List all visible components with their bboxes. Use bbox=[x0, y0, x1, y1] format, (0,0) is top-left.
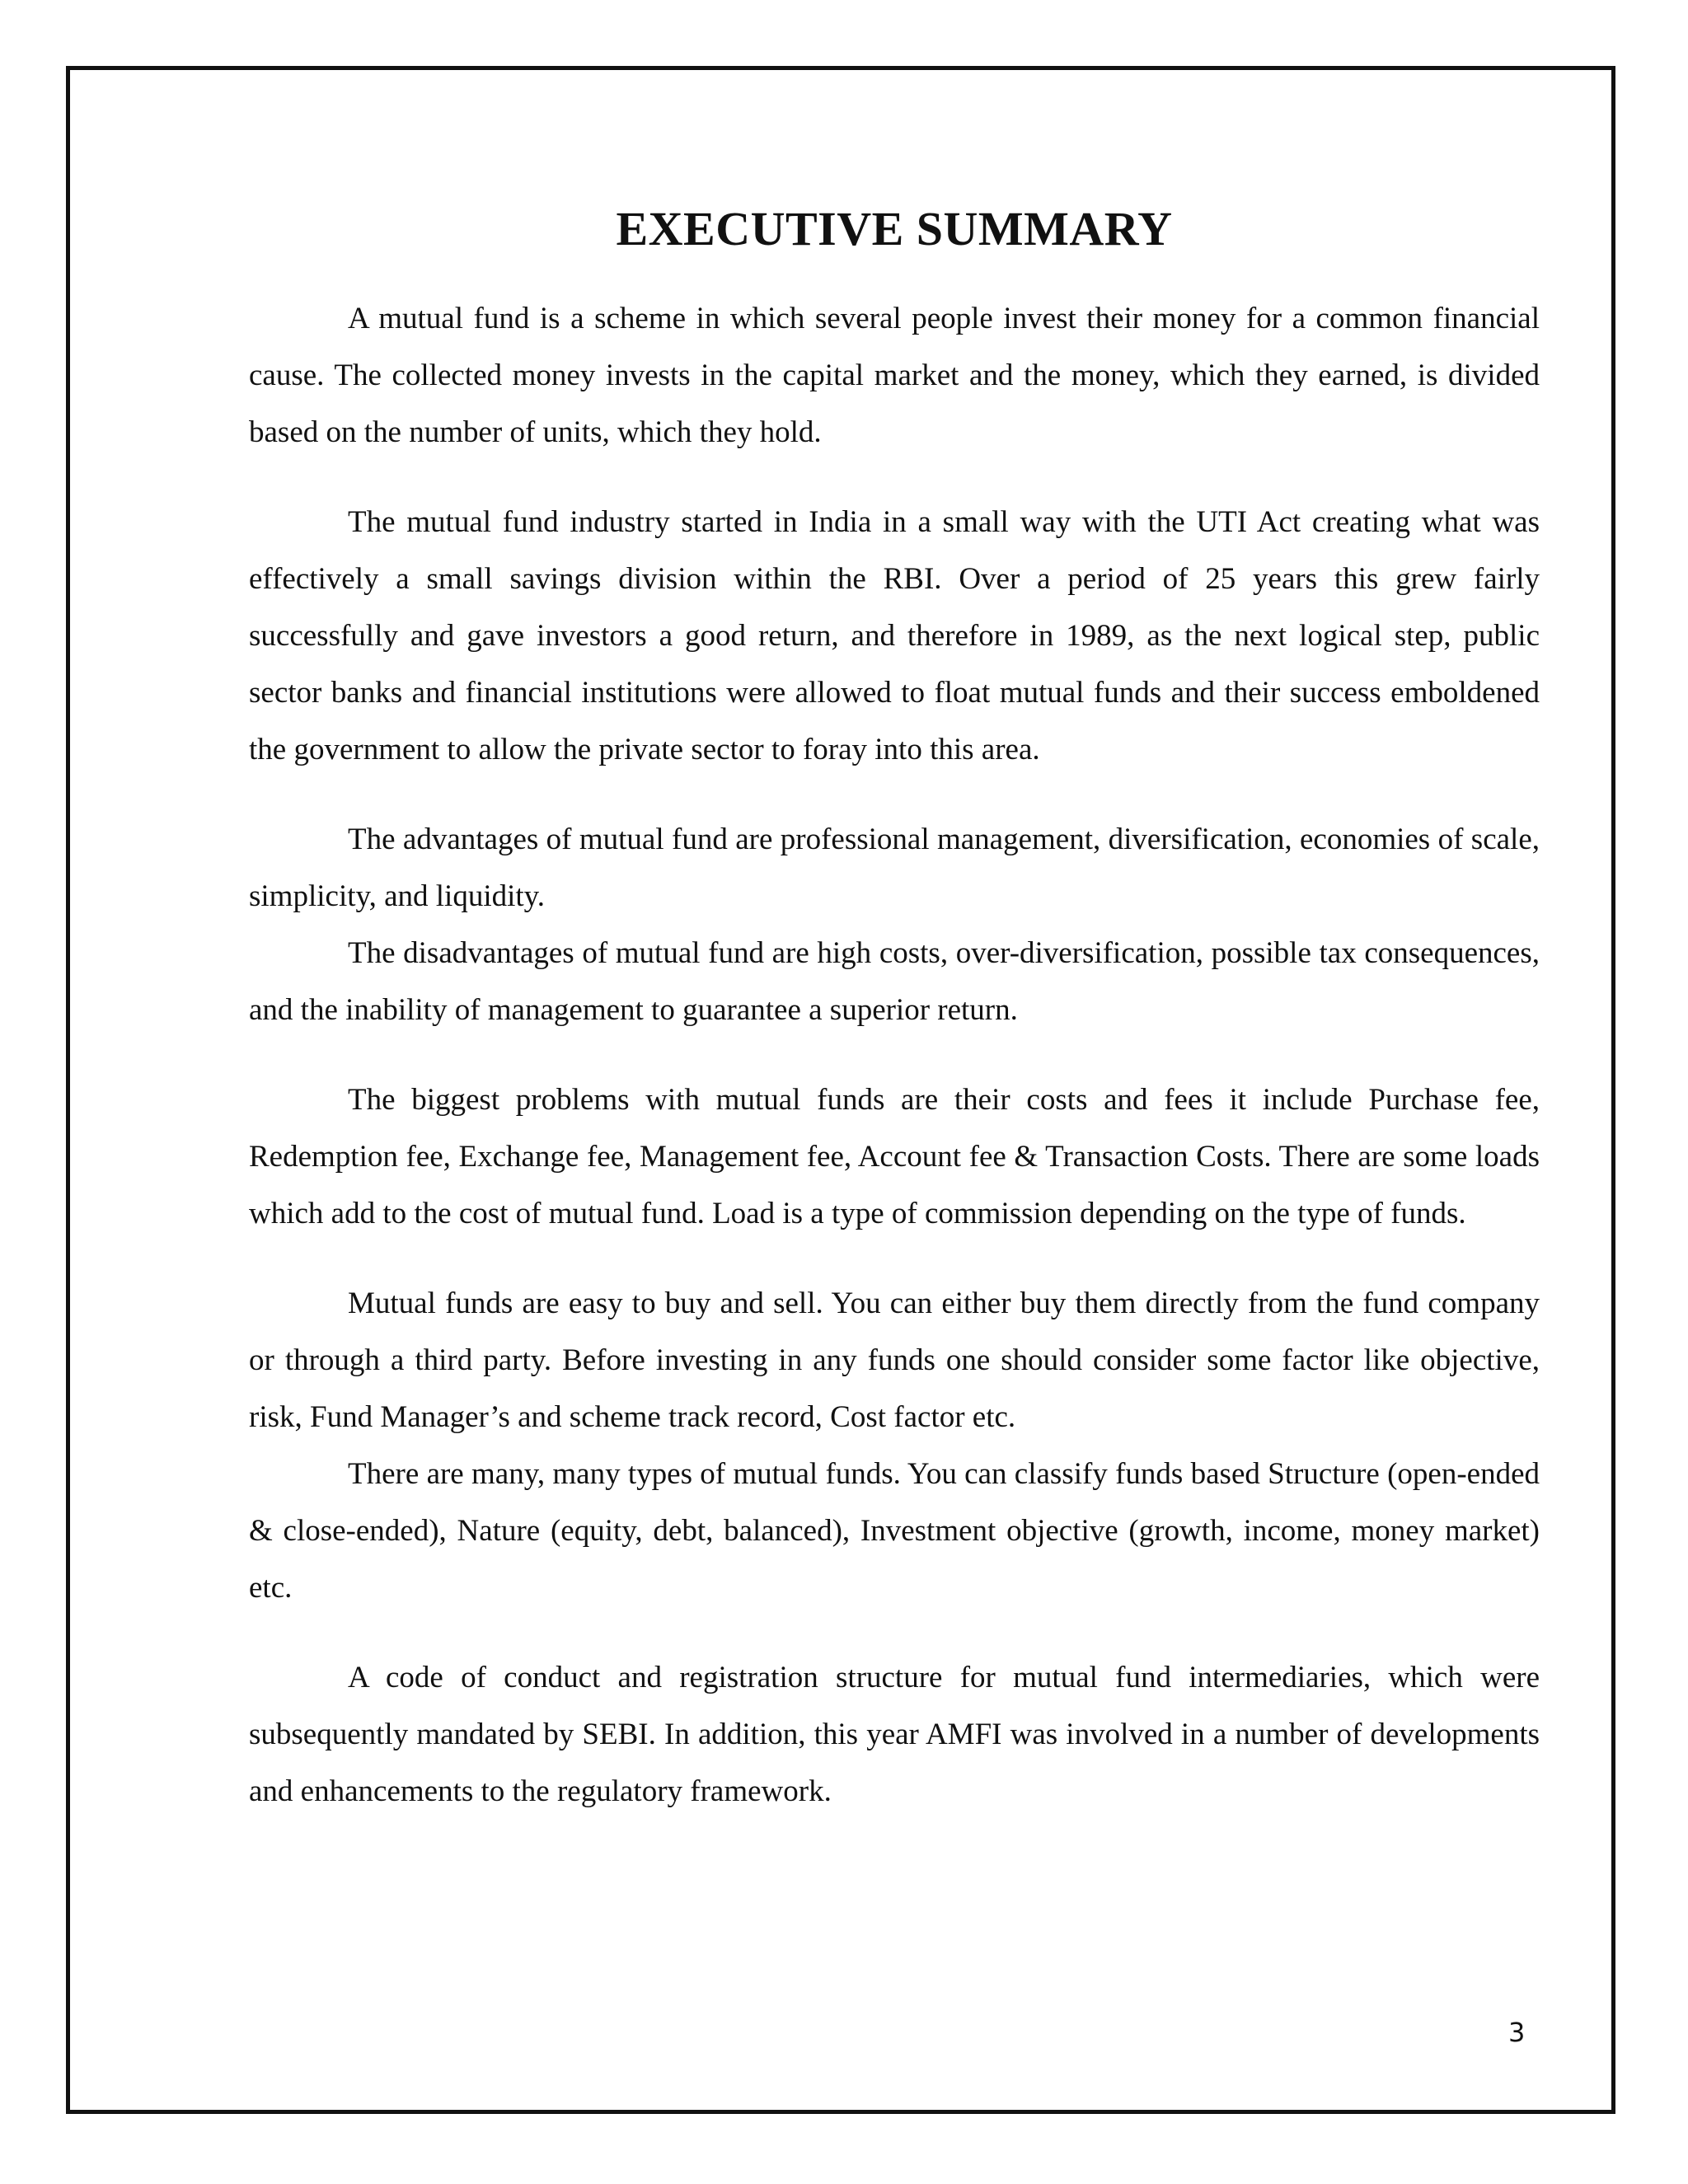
paragraph-fund-types: There are many, many types of mutual funds. You can classify funds based Structure (open-ended & close-ended), Nature (equity, debt, balanced), Investment objective (growth, income, money market) etc. bbox=[249, 1457, 1540, 1605]
paragraph-disadvantages: The disadvantages of mutual fund are high costs, over-diversification, possible tax consequences, and the inability of management to guarantee a superior return. bbox=[249, 936, 1540, 1027]
paragraph-costs-fees: The biggest problems with mutual funds are their costs and fees it include Purchase fee, Redemption fee, Exchange fee, Management fee, Account fee & Transaction Costs. There are some loads which add to the cost of mutual fund. Load is a type of commission depending on the type of funds. bbox=[249, 1083, 1540, 1230]
paragraph-regulation: A code of conduct and registration structure for mutual fund intermediaries, which were subsequently mandated by SEBI. In addition, this year AMFI was involved in a number of developments and enhancements to the regulatory framework. bbox=[249, 1661, 1540, 1808]
paragraph-definition: A mutual fund is a scheme in which several people invest their money for a common financial cause. The collected money invests in the capital market and the money, which they earned, is divided based on the number of units, which they hold. bbox=[249, 302, 1540, 449]
document-body bbox=[249, 196, 1540, 1820]
page-number: 3 bbox=[1508, 2017, 1526, 2048]
paragraph-advantages: The advantages of mutual fund are professional management, diversification, economies of scale, simplicity, and liquidity. bbox=[249, 823, 1540, 913]
page-title: EXECUTIVE SUMMARY bbox=[616, 202, 1173, 255]
paragraph-history: The mutual fund industry started in India in a small way with the UTI Act creating what was effectively a small savings division within the RBI. Over a period of 25 years this grew fairly successfully and gave investors a good return, and therefore in 1989, as the next logical step, public sector banks and financial institutions were allowed to float mutual funds and their success emboldened the government to allow the private sector to foray into this area. bbox=[249, 505, 1540, 766]
paragraph-buying-selling: Mutual funds are easy to buy and sell. You can either buy them directly from the fund company or through a third party. Before investing in any funds one should consider some factor like objective, risk, Fund Manager’s and scheme track record, Cost factor etc. bbox=[249, 1286, 1540, 1434]
